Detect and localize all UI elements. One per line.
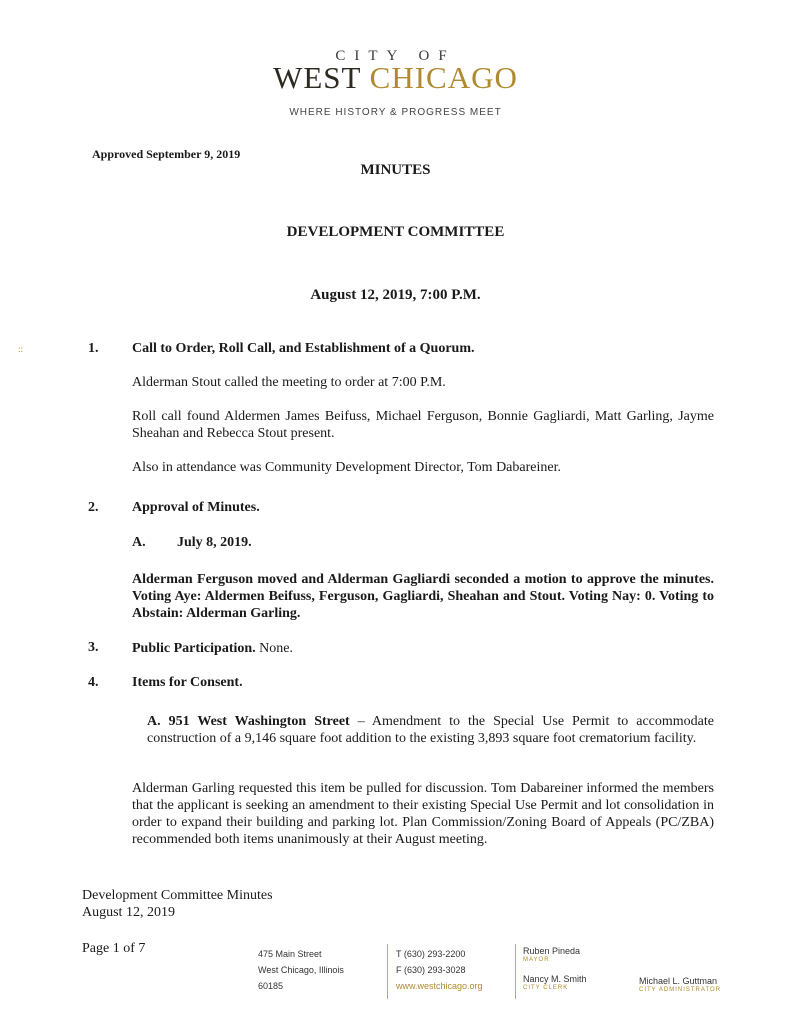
section-3-text: None. [255,641,293,656]
section-4-item-a [147,713,714,747]
footer-admin-name: Michael L. Guttman [639,976,718,986]
section-1-number: 1. [88,341,99,356]
margin-mark-icon: :: [18,344,24,354]
section-2-heading: Approval of Minutes. [132,500,260,515]
footer-doc-date: August 12, 2019 [82,905,175,920]
section-4-item-text: – Amendment to the Special Use Permit to accommodate construction of a 9,146 square foot addition to the existing 3,893 square foot crematorium facility. [147,714,714,746]
footer-contact [396,946,483,994]
section-2-sub-text: July 8, 2019. [177,535,252,550]
section-4-heading: Items for Consent. [132,675,243,690]
section-2-motion: Alderman Ferguson moved and Alderman Gagliardi seconded a motion to approve the minutes. Voting Aye: Aldermen Beifuss, Ferguson, Gagliardi, Sheahan and Stout. Voting Nay: 0. Voting to Abstain: Alderman Garling. [132,572,714,621]
footer-administrator [639,976,721,994]
footer-address-line-2: West Chicago, Illinois [258,965,344,975]
footer-website[interactable]: www.westchicago.org [396,981,483,991]
footer-fax: F (630) 293-3028 [396,965,466,975]
section-1-paragraph-1: Alderman Stout called the meeting to order at 7:00 P.M. [132,375,446,390]
footer-page-number: Page 1 of 7 [82,941,146,956]
meeting-date: August 12, 2019, 7:00 P.M. [310,287,481,303]
minutes-title: MINUTES [360,162,431,178]
section-3-line [132,640,714,657]
footer-clerk-title: CITY CLERK [523,985,569,991]
approved-date: Approved September 9, 2019 [92,147,241,161]
section-3-heading: Public Participation. [132,641,256,656]
section-2-number: 2. [88,500,99,515]
footer-address [258,946,344,994]
section-1-heading: Call to Order, Roll Call, and Establishment of a Quorum. [132,341,475,356]
logo-chicago: CHICAGO [369,60,518,95]
logo-west-chicago [0,60,791,96]
footer-divider-1 [387,944,388,999]
footer-officials [523,946,587,992]
section-2-sub-letter: A. [132,535,146,550]
footer-admin-title: CITY ADMINISTRATOR [639,987,722,993]
section-3-number: 3. [88,640,99,655]
section-4-number: 4. [88,675,99,690]
section-1-paragraph-2: Roll call found Aldermen James Beifuss, Michael Ferguson, Bonnie Gagliardi, Matt Garling, Jayme Sheahan and Rebecca Stout present. [132,409,714,441]
footer-address-line-3: 60185 [258,981,284,991]
section-4-item-label: A. 951 West Washington Street [147,714,350,729]
footer-clerk-name: Nancy M. Smith [523,974,587,984]
footer-mayor-title: MAYOR [523,957,550,963]
logo-city-of: CITY OF [335,48,456,64]
footer-doc-name: Development Committee Minutes [82,888,273,903]
committee-title: DEVELOPMENT COMMITTEE [286,224,505,240]
logo-tagline: WHERE HISTORY & PROGRESS MEET [289,107,502,118]
section-1-paragraph-3: Also in attendance was Community Development Director, Tom Dabareiner. [132,460,561,475]
logo-west: WEST [273,60,361,95]
footer-mayor-name: Ruben Pineda [523,946,581,956]
footer-divider-2 [515,944,516,999]
footer-address-line-1: 475 Main Street [258,949,322,959]
section-4-discussion: Alderman Garling requested this item be pulled for discussion. Tom Dabareiner informed the members that the applicant is seeking an amendment to their existing Special Use Permit and lot consolidation in order to expand their building and parking lot. Plan Commission/Zoning Board of Appeals (PC/ZBA) recommended both items unanimously at their August meeting. [132,781,714,847]
footer-phone: T (630) 293-2200 [396,949,466,959]
